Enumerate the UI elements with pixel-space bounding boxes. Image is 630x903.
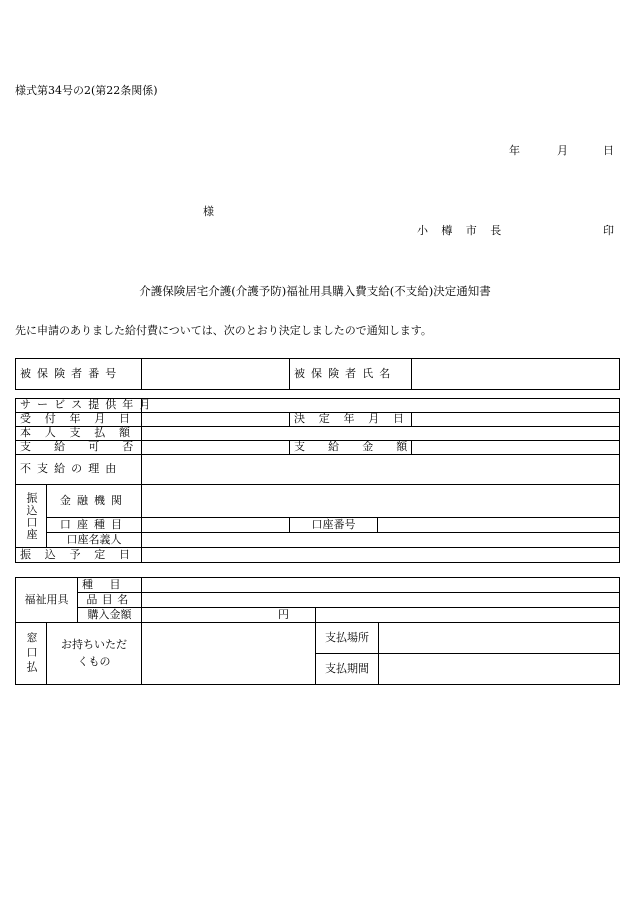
self-paid-value [142,427,620,441]
payment-amount-label: 支給金額 [290,441,412,455]
account-holder-label: 口座名義人 [47,533,142,548]
issuer-name: 小 樽 市 長 [417,224,507,237]
bank-label: 金融機関 [47,485,142,518]
payment-period-label: 支払期間 [316,654,379,685]
seal-mark: 印 [603,224,614,237]
received-date-label: 受付年月日 [16,413,142,427]
service-month-value [142,399,620,413]
purchase-amount-label: 購入金額 [78,608,142,623]
self-paid-label: 本人支払額 [16,427,142,441]
equipment-label: 福祉用具 [16,578,78,623]
decision-date-label: 決定年月日 [290,413,412,427]
intro-text: 先に申請のありました給付費については、次のとおり決定しましたので通知します。 [15,324,432,337]
purchase-amount-extra [316,608,620,623]
insured-name-value [412,359,620,390]
category-label: 種目 [78,578,142,593]
payment-decision-value [142,441,290,455]
yen-unit: 円 [278,607,289,621]
bring-items-label: お持ちいただくもの [47,623,142,685]
payment-place-value [379,623,620,654]
insured-number-label: 被保険者番号 [16,359,142,390]
transfer-date-value [142,548,620,563]
date-month-label: 月 [557,144,568,157]
category-value [142,578,620,593]
decision-date-value [412,413,620,427]
window-payment-label: 窓口払 [16,623,47,685]
insured-name-label: 被保険者氏名 [290,359,412,390]
product-name-value [142,593,620,608]
account-holder-value [142,533,620,548]
document-title: 介護保険居宅介護(介護予防)福祉用具購入費支給(不支給)決定通知書 [139,284,491,298]
payment-decision-label: 支給可否 [16,441,142,455]
transfer-account-label: 振込口座 [16,485,47,548]
account-number-label: 口座番号 [290,518,378,533]
equipment-table [15,577,620,685]
date-year-label: 年 [509,144,520,157]
purchase-amount-value [142,608,316,623]
service-month-label: サービス提供年月 [16,399,142,413]
form-number: 様式第34号の2(第22条関係) [15,84,158,97]
payment-place-label: 支払場所 [316,623,379,654]
addressee-suffix: 様 [203,205,214,218]
bank-value [142,485,620,518]
received-date-value [142,413,290,427]
payment-amount-value [412,441,620,455]
account-type-label: 口座種目 [47,518,142,533]
insured-table [15,358,620,390]
bring-items-value [142,623,316,685]
transfer-date-label: 振込予定日 [16,548,142,563]
insured-number-value [142,359,290,390]
payment-period-value [379,654,620,685]
product-name-label: 品目名 [78,593,142,608]
account-number-value [378,518,620,533]
date-day-label: 日 [603,144,614,157]
reason-label: 不支給の理由 [16,455,142,485]
benefit-table [15,398,620,563]
account-type-value [142,518,290,533]
reason-value [142,455,620,485]
